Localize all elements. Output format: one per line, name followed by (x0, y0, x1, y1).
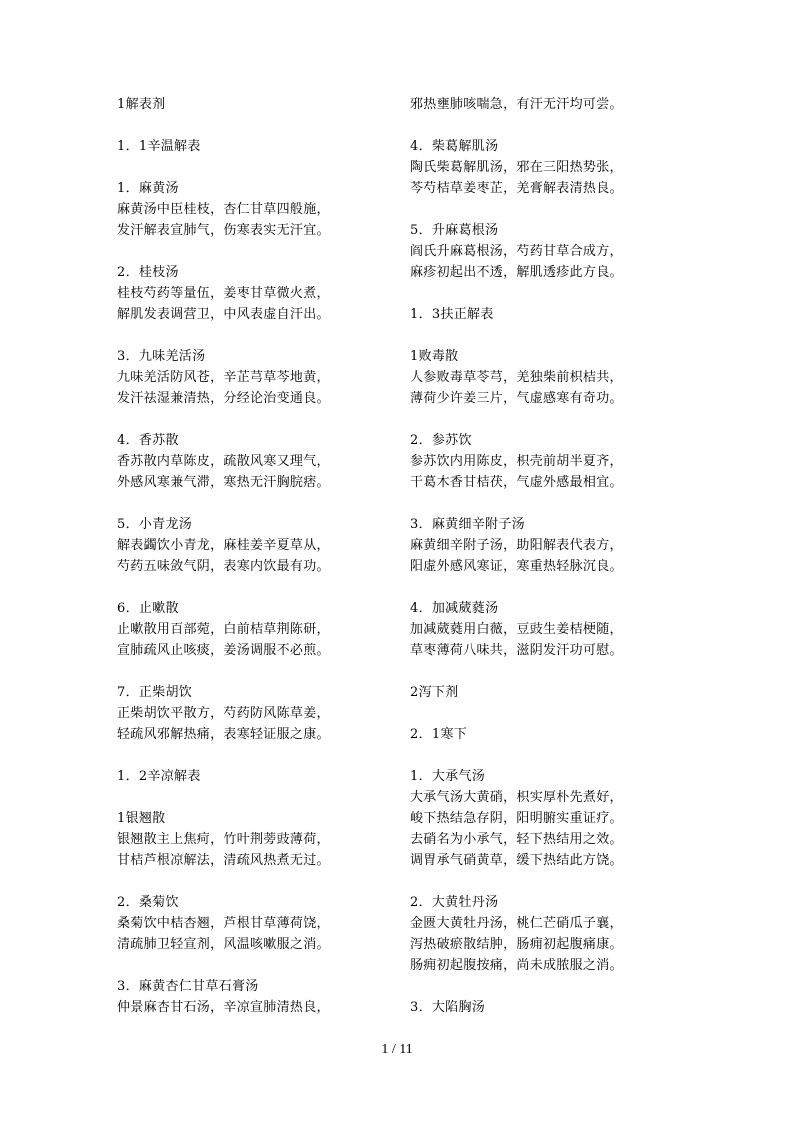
formula-entry (410, 598, 660, 661)
formula-title: 4．香苏散 (117, 433, 179, 448)
text-line: 桑菊饮中桔杏翘，芦根甘草薄荷饶， (117, 916, 330, 931)
formula-entry (117, 430, 367, 493)
formula-title: 2．大黄牡丹汤 (410, 895, 499, 910)
formula-title: 1．大承气汤 (410, 769, 486, 784)
section-heading (410, 682, 660, 703)
text-line: 正柴胡饮平散方，芍药防风陈草姜， (117, 706, 330, 721)
formula-title: 2．参苏饮 (410, 433, 472, 448)
text-line: 九味羌活防风苍，辛芷芎草芩地黄， (117, 370, 330, 385)
text-line: 大承气汤大黄硝，枳实厚朴先煮好， (410, 790, 623, 805)
text-line: 陶氏柴葛解肌汤，邪在三阳热势张， (410, 160, 623, 175)
formula-entry (117, 976, 367, 1018)
text-line: 人参败毒草苓芎，羌独柴前枳桔共， (410, 370, 623, 385)
formula-entry (410, 514, 660, 577)
formula-entry (117, 346, 367, 409)
text-line: 参苏饮内用陈皮，枳壳前胡半夏齐， (410, 454, 623, 469)
text-line: 宣肺疏风止咳痰，姜汤调服不必煎。 (117, 643, 330, 658)
text-line: 芩芍桔草姜枣芷，羌膏解表清热良。 (410, 181, 623, 196)
text-line: 麻黄细辛附子汤，助阳解表代表方， (410, 538, 623, 553)
formula-title: 5．升麻葛根汤 (410, 223, 499, 238)
text-line: 1．1辛温解表 (117, 139, 201, 154)
text-line: 解表蠲饮小青龙，麻桂姜辛夏草从， (117, 538, 330, 553)
formula-entry (410, 766, 660, 871)
text-line: 甘桔芦根凉解法，清疏风热煮无过。 (117, 853, 330, 868)
text-line: 清疏肺卫轻宣剂，风温咳嗽服之消。 (117, 937, 330, 952)
text-line: 加减葳蕤用白薇，豆豉生姜桔梗随， (410, 622, 623, 637)
formula-entry (117, 178, 367, 241)
text-line: 麻疹初起出不透，解肌透疹此方良。 (410, 265, 623, 280)
text-line: 2泻下剂 (410, 685, 459, 700)
formula-entry (117, 262, 367, 325)
text-line: 泻热破瘀散结肿，肠痈初起腹痛康。 (410, 937, 623, 952)
text-line: 芍药五味敛气阴，表寒内饮最有功。 (117, 559, 330, 574)
formula-entry (410, 346, 660, 409)
text-line: 香苏散内草陈皮，疏散风寒又理气， (117, 454, 330, 469)
section-heading (410, 724, 660, 745)
section-heading (410, 94, 660, 115)
section-heading (410, 304, 660, 325)
text-line: 调胃承气硝黄草，缓下热结此方饶。 (410, 853, 623, 868)
text-line: 阎氏升麻葛根汤，芍药甘草合成方， (410, 244, 623, 259)
section-heading (117, 136, 367, 157)
text-line: 1．2辛凉解表 (117, 769, 201, 784)
formula-title: 3．九味羌活汤 (117, 349, 206, 364)
text-line: 解肌发表调营卫，中风表虚自汗出。 (117, 307, 330, 322)
text-line: 银翘散主上焦疴，竹叶荆蒡豉薄荷， (117, 832, 330, 847)
text-line: 干葛木香甘桔茯，气虚外感最相宜。 (410, 475, 623, 490)
formula-entry (410, 892, 660, 976)
formula-title: 4．柴葛解肌汤 (410, 139, 499, 154)
text-line: 2．1寒下 (410, 727, 468, 742)
formula-entry (410, 136, 660, 199)
text-line: 峻下热结急存阴，阳明腑实重证疗。 (410, 811, 623, 826)
formula-entry (117, 682, 367, 745)
formula-entry (117, 514, 367, 577)
page-number: 1 / 11 (381, 1042, 413, 1057)
formula-entry (117, 808, 367, 871)
text-line: 发汗祛湿兼清热，分经论治变通良。 (117, 391, 330, 406)
formula-title: 6．止嗽散 (117, 601, 179, 616)
formula-title: 3．麻黄杏仁甘草石膏汤 (117, 979, 259, 994)
formula-title: 7．正柴胡饮 (117, 685, 193, 700)
text-line: 发汗解表宣肺气，伤寒表实无汗宜。 (117, 223, 330, 238)
formula-entry (117, 598, 367, 661)
text-line: 邪热壅肺咳喘急，有汗无汗均可尝。 (410, 97, 623, 112)
text-line: 去硝名为小承气，轻下热结用之效。 (410, 832, 623, 847)
formula-entry (117, 892, 367, 955)
text-line: 轻疏风邪解热痛，表寒轻证服之康。 (117, 727, 330, 742)
formula-entry (410, 430, 660, 493)
formula-title: 2．桑菊饮 (117, 895, 179, 910)
section-heading (117, 766, 367, 787)
right-column (410, 94, 660, 1039)
formula-title: 1．麻黄汤 (117, 181, 179, 196)
section-heading (410, 997, 660, 1018)
text-line: 麻黄汤中臣桂枝，杏仁甘草四般施， (117, 202, 330, 217)
left-column (117, 94, 367, 1039)
formula-entry (410, 220, 660, 283)
text-line: 肠痈初起腹按痛，尚未成脓服之消。 (410, 958, 623, 973)
formula-title: 2．桂枝汤 (117, 265, 179, 280)
text-line: 金匮大黄牡丹汤，桃仁芒硝瓜子襄， (410, 916, 623, 931)
text-line: 阳虚外感风寒证，寒重热轻脉沉良。 (410, 559, 623, 574)
text-line: 3．大陷胸汤 (410, 1000, 486, 1015)
text-line: 薄荷少许姜三片，气虚感寒有奇功。 (410, 391, 623, 406)
text-line: 外感风寒兼气滞，寒热无汗胸脘痞。 (117, 475, 330, 490)
section-heading (117, 94, 367, 115)
formula-title: 4．加减葳蕤汤 (410, 601, 499, 616)
text-line: 桂枝芍药等量伍，姜枣甘草微火煮， (117, 286, 330, 301)
formula-title: 1败毒散 (410, 349, 459, 364)
formula-title: 1银翘散 (117, 811, 166, 826)
text-line: 草枣薄荷八味共，滋阴发汗功可慰。 (410, 643, 623, 658)
text-line: 止嗽散用百部菀，白前桔草荆陈研， (117, 622, 330, 637)
formula-title: 3．麻黄细辛附子汤 (410, 517, 525, 532)
text-line: 仲景麻杏甘石汤，辛凉宣肺清热良， (117, 1000, 330, 1015)
text-line: 1解表剂 (117, 97, 166, 112)
formula-title: 5．小青龙汤 (117, 517, 193, 532)
text-line: 1．3扶正解表 (410, 307, 494, 322)
